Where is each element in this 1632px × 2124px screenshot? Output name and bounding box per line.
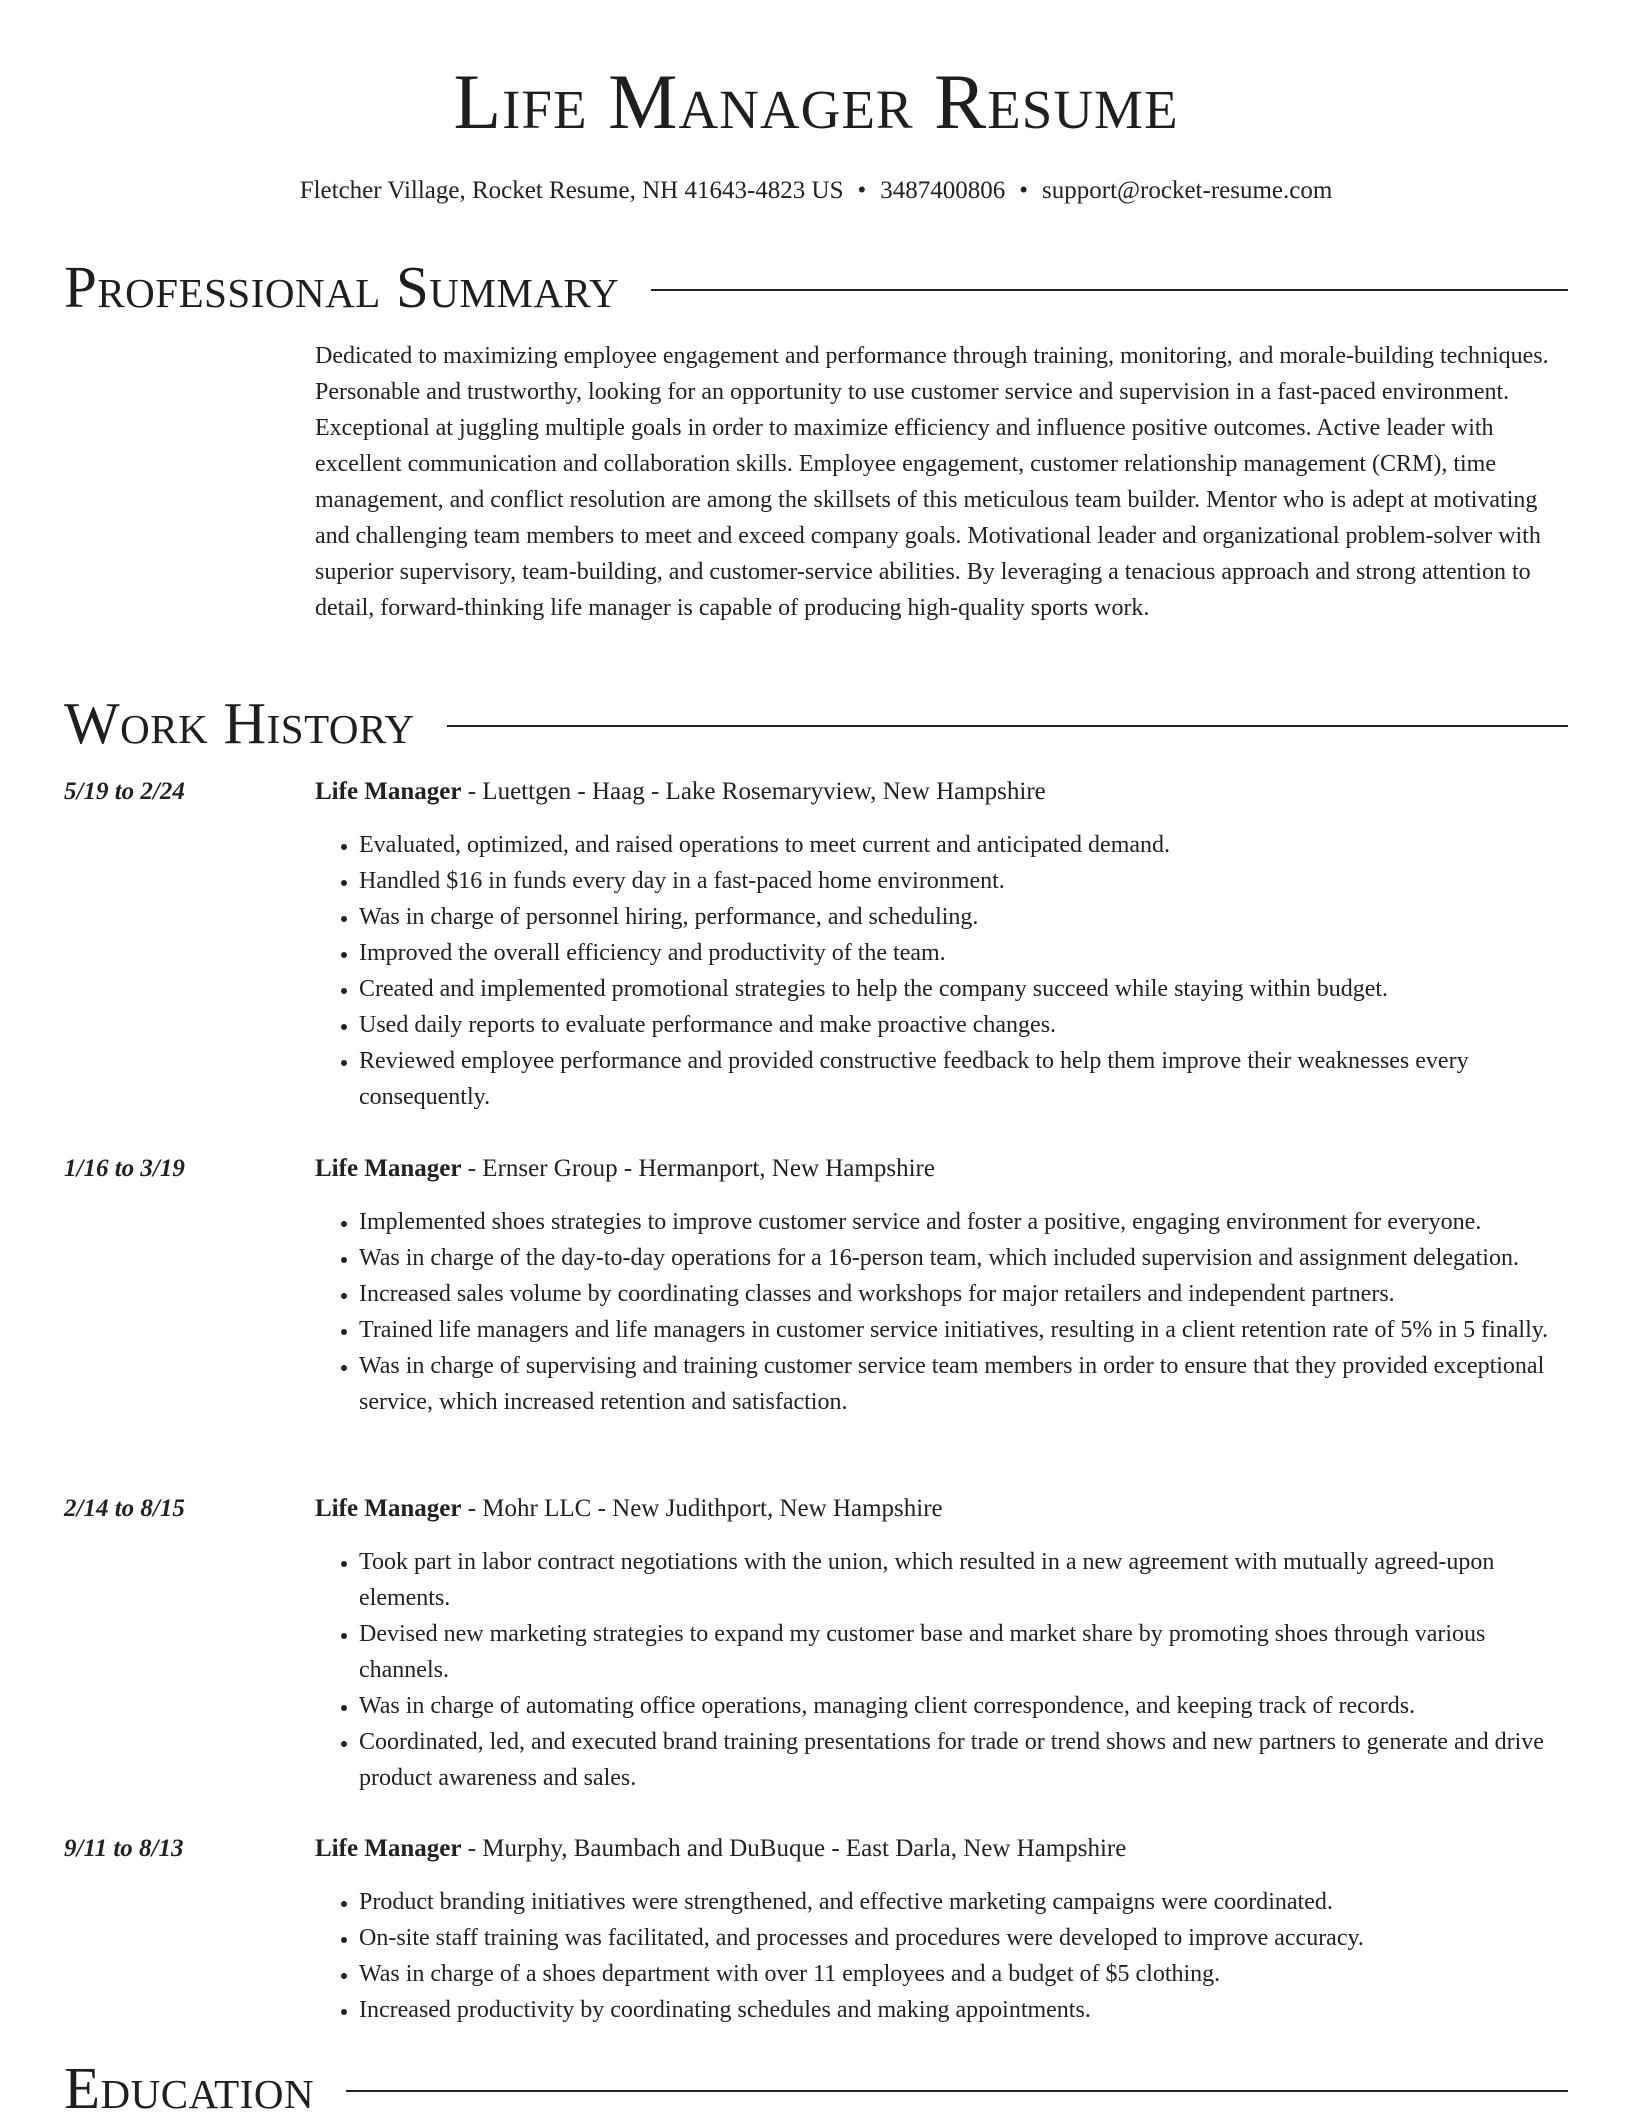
contact-phone: 3487400806: [880, 177, 1006, 204]
job-bullet: • Implemented shoes strategies to improve customer service and foster a positive, engaging environment for everyone.: [359, 1204, 1570, 1240]
job-dates: 1/16 to 3/19: [64, 1155, 185, 1182]
job-bullet: • Coordinated, led, and executed brand training presentations for trade or trend shows and new partners to generate and drive product awareness and sales.: [359, 1724, 1570, 1796]
summary-text: Dedicated to maximizing employee engagement and performance through training, monitoring, and morale-building techniques. Personable and trustworthy, looking for an opportunity to use customer service and supervision in a fast-paced environment. Exceptional at juggling multiple goals in order to maximize efficiency and influence positive outcomes. Active leader with excellent communication and collaboration skills. Employee engagement, customer relationship management (CRM), time management, and conflict resolution are among the skillsets of this meticulous team builder. Mentor who is adept at motivating and challenging team members to meet and exceed company goals. Motivational leader and organizational problem-solver with superior supervisory, team-building, and customer-service abilities. By leveraging a tenacious approach and strong attention to detail, forward-thinking life manager is capable of producing high-quality sports work.: [315, 343, 1549, 621]
section-header-education: [64, 2052, 1568, 2124]
section-divider: [447, 725, 1568, 727]
job-title-line: [315, 775, 1570, 809]
job-dates: 9/11 to 8/13: [64, 1835, 184, 1862]
job-bullet: • Handled $16 in funds every day in a fast-paced home environment.: [359, 863, 1570, 899]
section-title-work-history: Work History: [64, 690, 415, 756]
job-bullet: • Evaluated, optimized, and raised operations to meet current and anticipated demand.: [359, 827, 1570, 863]
job-title: Life Manager: [315, 1495, 462, 1522]
job-employer: - Mohr LLC - New Judithport, New Hampshire: [461, 1495, 943, 1522]
job-bullet: • Increased productivity by coordinating schedules and making appointments.: [359, 1992, 1570, 2028]
section-header-summary: [64, 251, 1568, 323]
resume-title: Life Manager Resume: [453, 58, 1179, 145]
job-bullets: [315, 1544, 1570, 1796]
section-header-work-history: [64, 687, 1568, 759]
job-bullet: • Was in charge of the day-to-day operations for a 16-person team, which included supervision and assignment delegation.: [359, 1240, 1570, 1276]
job-bullet: • Was in charge of a shoes department with over 11 employees and a budget of $5 clothing.: [359, 1956, 1570, 1992]
job-bullet: • Reviewed employee performance and provided constructive feedback to help them improve their weaknesses every consequently.: [359, 1043, 1570, 1115]
job-title: Life Manager: [315, 1155, 462, 1182]
job-employer: - Murphy, Baumbach and DuBuque - East Darla, New Hampshire: [461, 1835, 1127, 1862]
job-bullet: • Created and implemented promotional strategies to help the company succeed while staying within budget.: [359, 971, 1570, 1007]
job-bullets: [315, 1204, 1570, 1420]
contact-email[interactable]: support@rocket-resume.com: [1042, 177, 1333, 204]
job-bullet: • Improved the overall efficiency and productivity of the team.: [359, 935, 1570, 971]
job-bullet: • Trained life managers and life managers in customer service initiatives, resulting in a client retention rate of 5% in 5 finally.: [359, 1312, 1570, 1348]
job-employer: - Ernser Group - Hermanport, New Hampshire: [461, 1155, 935, 1182]
job-bullet: • On-site staff training was facilitated, and processes and procedures were developed to improve accuracy.: [359, 1920, 1570, 1956]
job-bullet: • Used daily reports to evaluate performance and make proactive changes.: [359, 1007, 1570, 1043]
job-title-line: [315, 1152, 1570, 1186]
job-bullet: • Increased sales volume by coordinating classes and workshops for major retailers and independent partners.: [359, 1276, 1570, 1312]
job-title-line: [315, 1492, 1570, 1526]
job-bullets: [315, 1884, 1570, 2028]
contact-line: [0, 174, 1632, 208]
section-title-education: Education: [64, 2055, 315, 2121]
job-bullet: • Product branding initiatives were strengthened, and effective marketing campaigns were coordinated.: [359, 1884, 1570, 1920]
job-dates: 5/19 to 2/24: [64, 778, 185, 805]
contact-separator: •: [1019, 177, 1029, 204]
job-employer: - Luettgen - Haag - Lake Rosemaryview, New Hampshire: [461, 778, 1046, 805]
job-bullet: • Took part in labor contract negotiations with the union, which resulted in a new agreement with mutually agreed-upon elements.: [359, 1544, 1570, 1616]
section-title-summary: Professional Summary: [64, 254, 620, 320]
section-divider: [651, 289, 1568, 291]
contact-address: Fletcher Village, Rocket Resume, NH 41643-4823 US: [299, 177, 844, 204]
job-bullet: • Was in charge of automating office operations, managing client correspondence, and keeping track of records.: [359, 1688, 1570, 1724]
job-dates: 2/14 to 8/15: [64, 1495, 185, 1522]
job-title: Life Manager: [315, 1835, 462, 1862]
job-bullets: [315, 827, 1570, 1115]
section-divider: [346, 2090, 1568, 2092]
job-bullet: • Devised new marketing strategies to expand my customer base and market share by promoting shoes through various channels.: [359, 1616, 1570, 1688]
job-bullet: • Was in charge of supervising and training customer service team members in order to ensure that they provided exceptional service, which increased retention and satisfaction.: [359, 1348, 1570, 1420]
job-bullet: • Was in charge of personnel hiring, performance, and scheduling.: [359, 899, 1570, 935]
contact-separator: •: [857, 177, 867, 204]
job-title-line: [315, 1832, 1570, 1866]
job-title: Life Manager: [315, 778, 462, 805]
